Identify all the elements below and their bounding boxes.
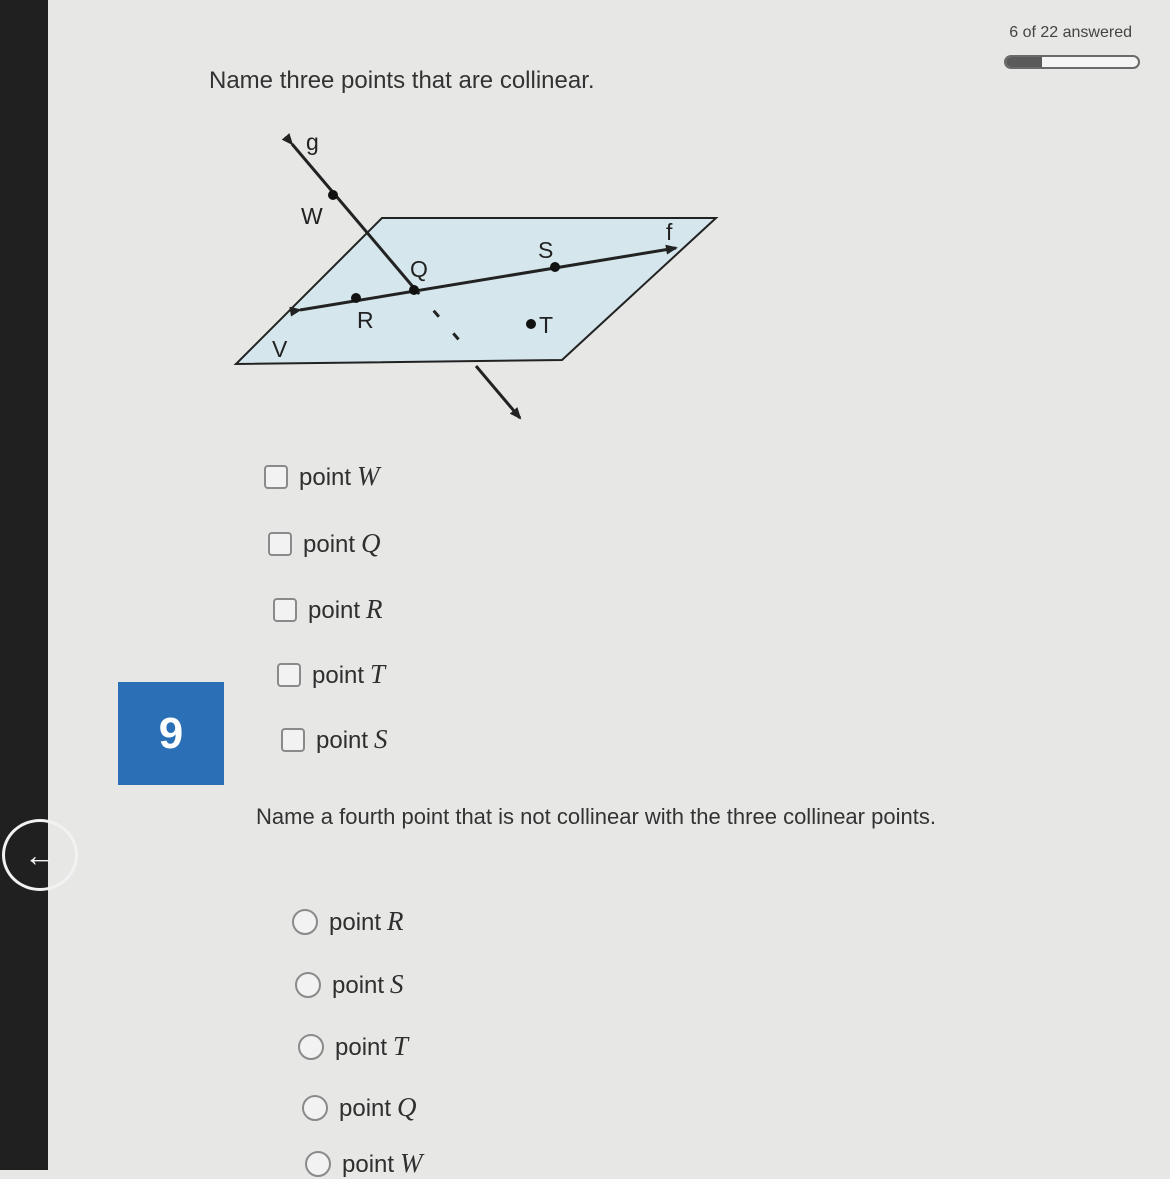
checkbox-icon[interactable] bbox=[264, 465, 288, 489]
radio-option-w[interactable] bbox=[305, 1148, 423, 1179]
radio-option-r[interactable] bbox=[292, 906, 404, 937]
label-f: f bbox=[666, 219, 673, 245]
progress-text: 6 of 22 answered bbox=[1009, 24, 1132, 41]
point-r-dot bbox=[351, 293, 361, 303]
option-var: W bbox=[400, 1148, 423, 1178]
option-word: point bbox=[342, 1151, 395, 1178]
checkbox-option-s[interactable] bbox=[281, 724, 388, 755]
option-word: point bbox=[299, 464, 352, 491]
option-var: S bbox=[390, 969, 404, 999]
option-word: point bbox=[339, 1095, 392, 1122]
question-number: 9 bbox=[158, 708, 184, 758]
question-number-badge bbox=[118, 682, 224, 785]
point-s-dot bbox=[550, 262, 560, 272]
line-g-below bbox=[476, 366, 520, 418]
radio-option-t[interactable] bbox=[298, 1031, 408, 1062]
back-button[interactable] bbox=[2, 819, 78, 891]
option-word: point bbox=[308, 597, 361, 624]
question-title: Name three points that are collinear. bbox=[209, 67, 595, 94]
label-s: S bbox=[538, 237, 554, 263]
progress-bar-fill bbox=[1006, 57, 1042, 67]
point-q-dot bbox=[409, 285, 419, 295]
plane-v bbox=[236, 218, 716, 364]
option-var: R bbox=[387, 906, 404, 936]
checkbox-option-t[interactable] bbox=[277, 659, 385, 690]
radio-icon[interactable] bbox=[295, 972, 321, 998]
geometry-figure bbox=[220, 120, 740, 440]
radio-icon[interactable] bbox=[305, 1151, 331, 1177]
label-v: V bbox=[272, 336, 288, 362]
label-w: W bbox=[301, 203, 323, 229]
option-var: Q bbox=[397, 1092, 417, 1122]
arrow-left-icon: ← bbox=[24, 836, 56, 873]
option-word: point bbox=[316, 727, 369, 754]
radio-icon[interactable] bbox=[302, 1095, 328, 1121]
checkbox-icon[interactable] bbox=[277, 663, 301, 687]
option-var: W bbox=[357, 461, 380, 491]
checkbox-icon[interactable] bbox=[281, 728, 305, 752]
point-t-dot bbox=[526, 319, 536, 329]
option-var: S bbox=[374, 724, 388, 754]
option-var: T bbox=[370, 659, 386, 689]
point-w-dot bbox=[328, 190, 338, 200]
checkbox-option-w[interactable] bbox=[264, 461, 380, 492]
label-t: T bbox=[539, 312, 554, 338]
option-var: R bbox=[366, 594, 383, 624]
radio-icon[interactable] bbox=[298, 1034, 324, 1060]
radio-option-q[interactable] bbox=[302, 1092, 417, 1123]
checkbox-option-r[interactable] bbox=[273, 594, 383, 625]
label-q: Q bbox=[410, 256, 428, 282]
left-sidebar bbox=[0, 0, 48, 1170]
radio-option-s[interactable] bbox=[295, 969, 404, 1000]
progress-bar bbox=[1004, 55, 1140, 69]
checkbox-option-q[interactable] bbox=[268, 528, 381, 559]
label-g: g bbox=[306, 129, 319, 155]
option-word: point bbox=[332, 972, 385, 999]
option-word: point bbox=[329, 909, 382, 936]
option-word: point bbox=[303, 531, 356, 558]
checkbox-icon[interactable] bbox=[268, 532, 292, 556]
checkbox-icon[interactable] bbox=[273, 598, 297, 622]
option-word: point bbox=[312, 662, 365, 689]
option-word: point bbox=[335, 1034, 388, 1061]
option-var: T bbox=[393, 1031, 409, 1061]
radio-icon[interactable] bbox=[292, 909, 318, 935]
question-2-title: Name a fourth point that is not collinear with the three collinear points. bbox=[256, 804, 936, 829]
label-r: R bbox=[357, 307, 374, 333]
option-var: Q bbox=[361, 528, 381, 558]
